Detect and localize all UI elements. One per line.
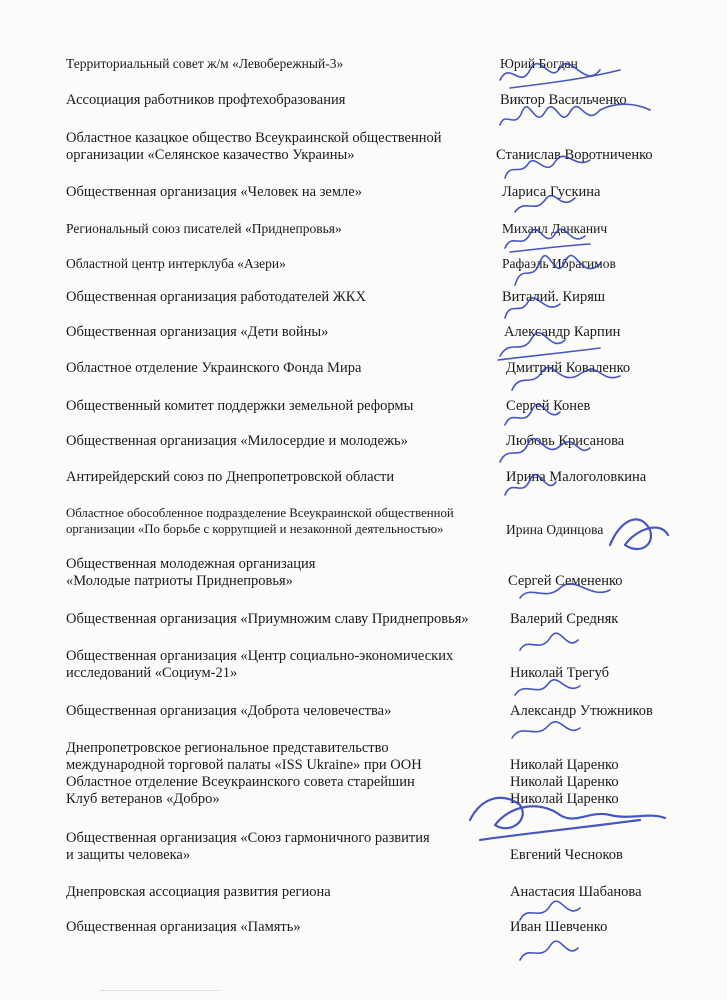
org-10: Общественная организация «Милосердие и молодежь» (66, 433, 408, 449)
person-20: Евгений Чесноков (510, 847, 623, 863)
person-2: Станислав Воротниченко (496, 147, 653, 163)
person-14: Валерий Средняк (510, 611, 619, 627)
signature-16 (512, 722, 580, 738)
org-1: Ассоциация работников профтехобразования (66, 92, 346, 108)
person-7: Александр Карпин (504, 324, 621, 340)
person-9: Сергей Конев (506, 398, 591, 414)
scan-artifact (100, 990, 220, 993)
org-7: Общественная организация «Дети войны» (66, 324, 329, 340)
org-18: Областное отделение Всеукраинского совета старейшин (66, 774, 415, 790)
org-22: Общественная организация «Память» (66, 919, 301, 935)
org-16: Общественная организация «Доброта человечества» (66, 703, 392, 719)
signature-15 (515, 680, 580, 695)
person-1: Виктор Васильченко (500, 92, 627, 108)
person-15: Николай Трегуб (510, 665, 610, 681)
signature-14 (520, 633, 578, 650)
org-17: Днепропетровское региональное представительство международной торговой палаты «ISS Ukraine» при ООН (66, 740, 422, 773)
org-9: Общественный комитет поддержки земельной реформы (66, 398, 414, 414)
person-17: Николай Царенко Николай Царенко (510, 757, 619, 790)
signature-19 (520, 941, 578, 960)
person-11: Ирина Малоголовкина (506, 469, 647, 485)
org-11: Антирейдерский союз по Днепропетровской области (66, 469, 395, 485)
org-20: Общественная организация «Союз гармоничного развития и защиты человека» (66, 830, 430, 863)
person-0: Юрий Богдан (500, 56, 578, 71)
person-12: Ирина Одинцова (506, 522, 604, 537)
person-4: Михаил Данканич (502, 221, 608, 236)
org-5: Областной центр интерклуба «Азери» (66, 256, 286, 271)
org-19: Клуб ветеранов «Добро» (66, 791, 220, 807)
org-0: Территориальный совет ж/м «Левобережный-3» (66, 56, 344, 71)
person-21: Анастасия Шабанова (510, 884, 642, 900)
org-12: Областное обособленное подразделение Всеукраинской общественной организации «По борьбе с коррупцией и незаконной деятельностью» (66, 506, 454, 536)
person-22: Иван Шевченко (510, 919, 608, 935)
person-10: Любовь Крисанова (506, 433, 625, 449)
person-19: Николай Царенко (510, 791, 619, 807)
org-8: Областное отделение Украинского Фонда Мира (66, 360, 362, 376)
person-6: Виталий. Киряш (502, 289, 606, 305)
org-2: Областное казацкое общество Всеукраинской общественной организации «Селянское казачество Украины» (66, 130, 442, 163)
person-8: Дмитрий Коваленко (506, 360, 631, 376)
org-21: Днепровская ассоциация развития региона (66, 884, 331, 900)
org-6: Общественная организация работодателей ЖКХ (66, 289, 366, 305)
person-3: Лариса Гускина (502, 184, 601, 200)
person-13: Сергей Семененко (508, 573, 623, 589)
org-15: Общественная организация «Центр социально-экономических исследований «Социум-21» (66, 648, 454, 681)
org-4: Региональный союз писателей «Приднепровья» (66, 221, 342, 236)
person-16: Александр Утюжников (510, 703, 653, 719)
org-13: Общественная молодежная организация «Молодые патриоты Приднепровья» (66, 556, 316, 589)
person-5: Рафаэль Ибрагимов (502, 256, 616, 271)
org-3: Общественная организация «Человек на земле» (66, 184, 362, 200)
org-14: Общественная организация «Приумножим славу Приднепровья» (66, 611, 469, 627)
signature-18 (520, 901, 580, 920)
